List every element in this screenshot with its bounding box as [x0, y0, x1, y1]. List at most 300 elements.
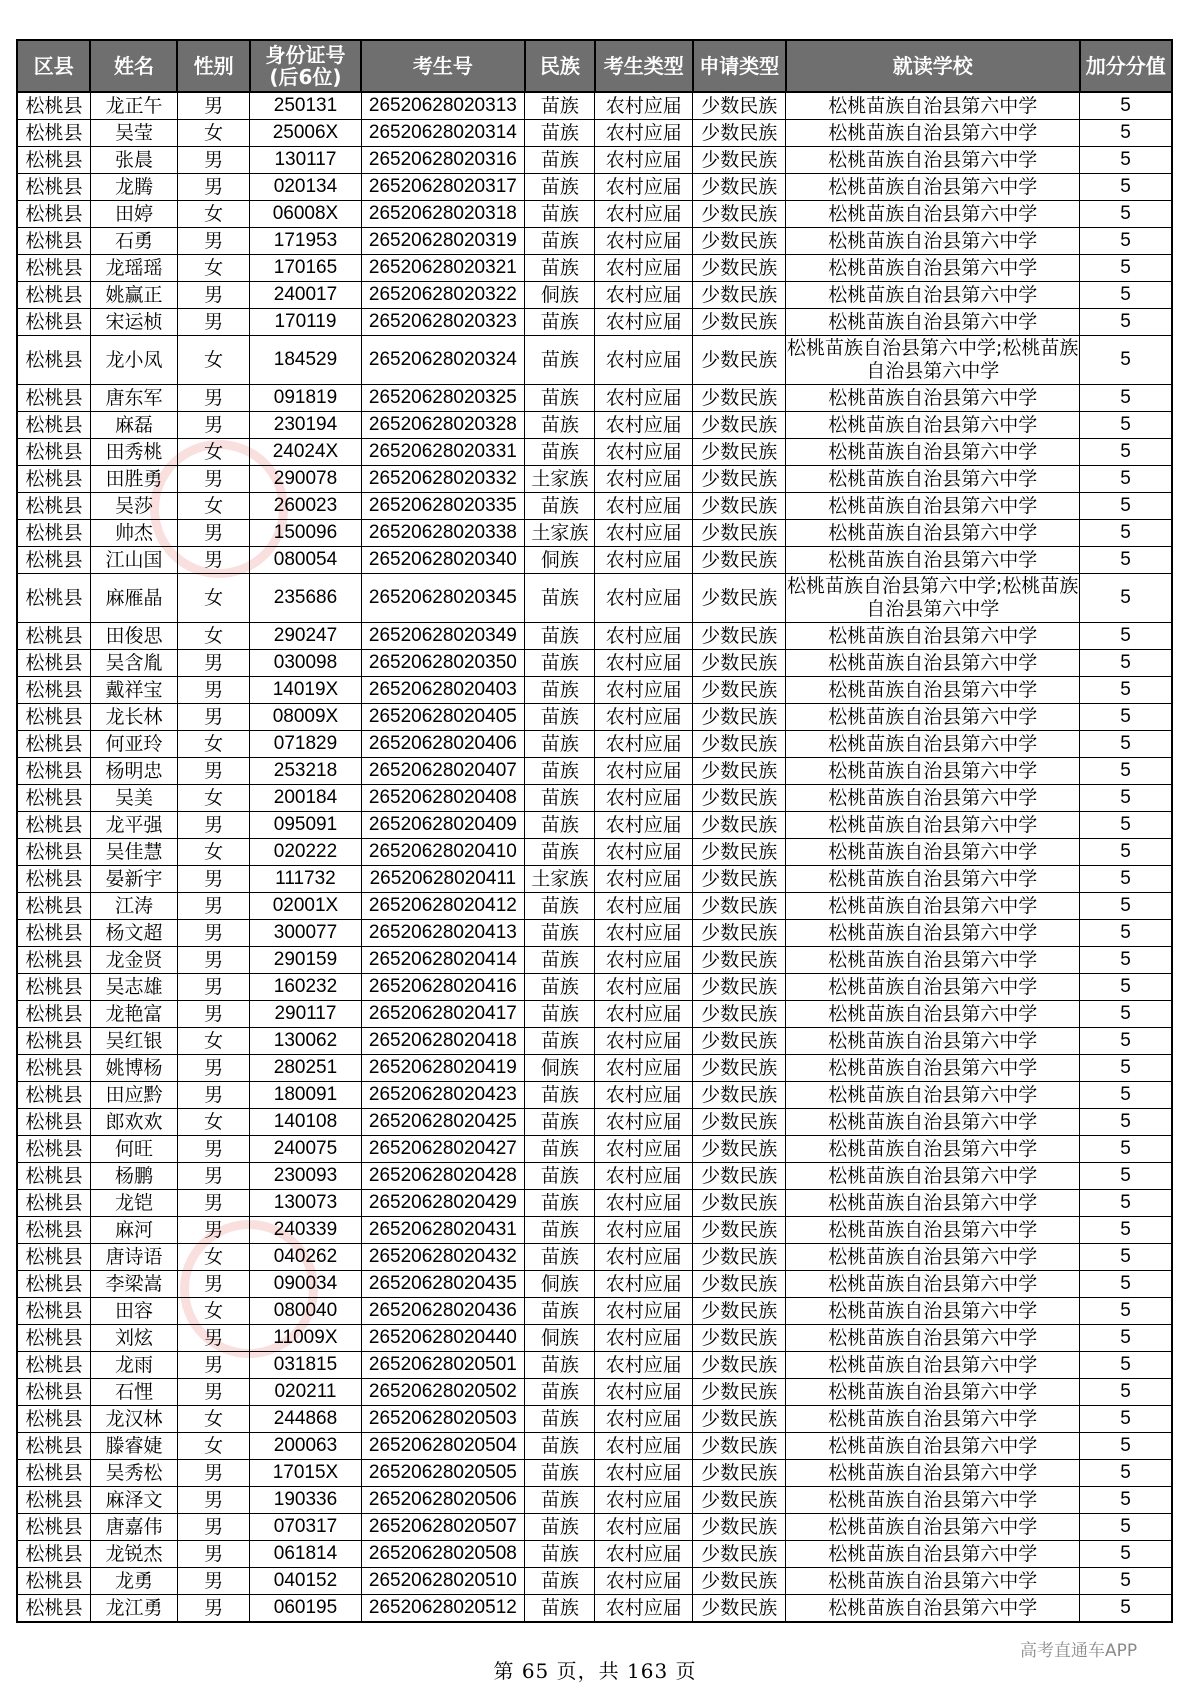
cell-exam-number: 26520628020425 — [361, 1109, 525, 1136]
cell-exam-number: 26520628020408 — [361, 785, 525, 812]
cell-district: 松桃县 — [17, 866, 90, 893]
cell-exam-number: 26520628020323 — [361, 309, 525, 336]
cell-bonus-points: 5 — [1080, 1460, 1172, 1487]
cell-candidate-type: 农村应届 — [595, 1298, 693, 1325]
cell-exam-number: 26520628020328 — [361, 412, 525, 439]
cell-bonus-points: 5 — [1080, 147, 1172, 174]
cell-application-type: 少数民族 — [693, 1406, 786, 1433]
cell-district: 松桃县 — [17, 228, 90, 255]
cell-district: 松桃县 — [17, 1055, 90, 1082]
cell-district: 松桃县 — [17, 1514, 90, 1541]
cell-district: 松桃县 — [17, 1028, 90, 1055]
cell-candidate-type: 农村应届 — [595, 893, 693, 920]
table-row — [17, 201, 1172, 228]
cell-exam-number: 26520628020331 — [361, 439, 525, 466]
cell-gender: 女 — [177, 1406, 249, 1433]
cell-bonus-points: 5 — [1080, 1541, 1172, 1568]
cell-school: 松桃苗族自治县第六中学 — [786, 1595, 1080, 1623]
cell-gender: 男 — [177, 650, 249, 677]
table-row — [17, 1298, 1172, 1325]
cell-ethnicity: 苗族 — [525, 812, 595, 839]
cell-district: 松桃县 — [17, 623, 90, 650]
cell-id-last6: 190336 — [250, 1487, 361, 1514]
cell-application-type: 少数民族 — [693, 255, 786, 282]
cell-bonus-points: 5 — [1080, 785, 1172, 812]
cell-application-type: 少数民族 — [693, 1460, 786, 1487]
cell-exam-number: 26520628020313 — [361, 92, 525, 120]
cell-ethnicity: 苗族 — [525, 785, 595, 812]
cell-application-type: 少数民族 — [693, 228, 786, 255]
cell-gender: 女 — [177, 731, 249, 758]
cell-exam-number: 26520628020407 — [361, 758, 525, 785]
header-application-type: 申请类型 — [693, 40, 786, 92]
header-candidate-type: 考生类型 — [595, 40, 693, 92]
table-row — [17, 1568, 1172, 1595]
cell-school: 松桃苗族自治县第六中学 — [786, 650, 1080, 677]
cell-id-last6: 060195 — [250, 1595, 361, 1623]
table-row — [17, 839, 1172, 866]
cell-exam-number: 26520628020502 — [361, 1379, 525, 1406]
cell-ethnicity: 苗族 — [525, 947, 595, 974]
cell-gender: 男 — [177, 147, 249, 174]
cell-gender: 男 — [177, 174, 249, 201]
cell-bonus-points: 5 — [1080, 574, 1172, 623]
cell-bonus-points: 5 — [1080, 493, 1172, 520]
cell-name: 吴莎 — [90, 493, 177, 520]
cell-candidate-type: 农村应届 — [595, 1190, 693, 1217]
cell-name: 龙艳富 — [90, 1001, 177, 1028]
cell-school: 松桃苗族自治县第六中学 — [786, 1298, 1080, 1325]
cell-school: 松桃苗族自治县第六中学 — [786, 758, 1080, 785]
cell-id-last6: 24024X — [250, 439, 361, 466]
cell-application-type: 少数民族 — [693, 1163, 786, 1190]
cell-id-last6: 091819 — [250, 385, 361, 412]
cell-school: 松桃苗族自治县第六中学 — [786, 174, 1080, 201]
table-row — [17, 1001, 1172, 1028]
cell-bonus-points: 5 — [1080, 650, 1172, 677]
cell-gender: 男 — [177, 866, 249, 893]
cell-name: 江涛 — [90, 893, 177, 920]
cell-bonus-points: 5 — [1080, 282, 1172, 309]
cell-ethnicity: 苗族 — [525, 1487, 595, 1514]
cell-gender: 男 — [177, 228, 249, 255]
cell-district: 松桃县 — [17, 255, 90, 282]
cell-district: 松桃县 — [17, 201, 90, 228]
cell-gender: 男 — [177, 1352, 249, 1379]
cell-district: 松桃县 — [17, 1190, 90, 1217]
cell-application-type: 少数民族 — [693, 785, 786, 812]
cell-name: 龙勇 — [90, 1568, 177, 1595]
cell-district: 松桃县 — [17, 439, 90, 466]
cell-application-type: 少数民族 — [693, 920, 786, 947]
table-row — [17, 120, 1172, 147]
cell-gender: 男 — [177, 1595, 249, 1623]
cell-bonus-points: 5 — [1080, 1568, 1172, 1595]
cell-ethnicity: 土家族 — [525, 866, 595, 893]
cell-school: 松桃苗族自治县第六中学 — [786, 1487, 1080, 1514]
table-row — [17, 677, 1172, 704]
cell-id-last6: 030098 — [250, 650, 361, 677]
cell-name: 石勇 — [90, 228, 177, 255]
cell-school: 松桃苗族自治县第六中学 — [786, 547, 1080, 574]
cell-exam-number: 26520628020503 — [361, 1406, 525, 1433]
cell-school: 松桃苗族自治县第六中学 — [786, 520, 1080, 547]
table-row — [17, 893, 1172, 920]
table-row — [17, 147, 1172, 174]
cell-gender: 男 — [177, 1514, 249, 1541]
cell-gender: 男 — [177, 1082, 249, 1109]
cell-bonus-points: 5 — [1080, 547, 1172, 574]
cell-candidate-type: 农村应届 — [595, 255, 693, 282]
cell-district: 松桃县 — [17, 1487, 90, 1514]
cell-district: 松桃县 — [17, 893, 90, 920]
cell-name: 吴秀松 — [90, 1460, 177, 1487]
table-row — [17, 1082, 1172, 1109]
cell-name: 龙金贤 — [90, 947, 177, 974]
cell-gender: 男 — [177, 812, 249, 839]
cell-district: 松桃县 — [17, 1298, 90, 1325]
cell-district: 松桃县 — [17, 574, 90, 623]
table-row — [17, 1487, 1172, 1514]
cell-candidate-type: 农村应届 — [595, 623, 693, 650]
table-row — [17, 174, 1172, 201]
cell-school: 松桃苗族自治县第六中学 — [786, 1055, 1080, 1082]
cell-name: 龙正午 — [90, 92, 177, 120]
table-row — [17, 1028, 1172, 1055]
cell-application-type: 少数民族 — [693, 1271, 786, 1298]
cell-gender: 女 — [177, 1028, 249, 1055]
cell-school: 松桃苗族自治县第六中学 — [786, 677, 1080, 704]
cell-id-last6: 031815 — [250, 1352, 361, 1379]
cell-bonus-points: 5 — [1080, 1001, 1172, 1028]
cell-district: 松桃县 — [17, 493, 90, 520]
cell-candidate-type: 农村应届 — [595, 309, 693, 336]
cell-bonus-points: 5 — [1080, 812, 1172, 839]
cell-application-type: 少数民族 — [693, 1244, 786, 1271]
table-row — [17, 1325, 1172, 1352]
cell-bonus-points: 5 — [1080, 1109, 1172, 1136]
cell-bonus-points: 5 — [1080, 1298, 1172, 1325]
cell-ethnicity: 苗族 — [525, 255, 595, 282]
cell-application-type: 少数民族 — [693, 201, 786, 228]
cell-ethnicity: 苗族 — [525, 623, 595, 650]
cell-application-type: 少数民族 — [693, 1055, 786, 1082]
cell-ethnicity: 苗族 — [525, 920, 595, 947]
cell-district: 松桃县 — [17, 704, 90, 731]
cell-name: 姚博杨 — [90, 1055, 177, 1082]
cell-id-last6: 070317 — [250, 1514, 361, 1541]
cell-name: 吴佳慧 — [90, 839, 177, 866]
cell-candidate-type: 农村应届 — [595, 1136, 693, 1163]
cell-school: 松桃苗族自治县第六中学;松桃苗族自治县第六中学 — [786, 336, 1080, 385]
header-id-last6 — [250, 40, 361, 92]
cell-application-type: 少数民族 — [693, 704, 786, 731]
cell-name: 龙锐杰 — [90, 1541, 177, 1568]
cell-gender: 男 — [177, 466, 249, 493]
table-row — [17, 1271, 1172, 1298]
cell-school: 松桃苗族自治县第六中学 — [786, 466, 1080, 493]
cell-district: 松桃县 — [17, 920, 90, 947]
bonus-points-table — [16, 39, 1173, 1623]
cell-gender: 男 — [177, 947, 249, 974]
cell-gender: 男 — [177, 309, 249, 336]
cell-application-type: 少数民族 — [693, 1352, 786, 1379]
cell-district: 松桃县 — [17, 839, 90, 866]
cell-bonus-points: 5 — [1080, 1028, 1172, 1055]
cell-candidate-type: 农村应届 — [595, 1163, 693, 1190]
table-row — [17, 920, 1172, 947]
cell-district: 松桃县 — [17, 174, 90, 201]
cell-ethnicity: 苗族 — [525, 174, 595, 201]
cell-id-last6: 020134 — [250, 174, 361, 201]
cell-exam-number: 26520628020316 — [361, 147, 525, 174]
cell-application-type: 少数民族 — [693, 839, 786, 866]
cell-bonus-points: 5 — [1080, 1325, 1172, 1352]
cell-district: 松桃县 — [17, 1460, 90, 1487]
cell-exam-number: 26520628020507 — [361, 1514, 525, 1541]
cell-ethnicity: 苗族 — [525, 493, 595, 520]
cell-id-last6: 020222 — [250, 839, 361, 866]
table-row — [17, 1136, 1172, 1163]
cell-id-last6: 180091 — [250, 1082, 361, 1109]
cell-id-last6: 071829 — [250, 731, 361, 758]
cell-ethnicity: 苗族 — [525, 1244, 595, 1271]
cell-gender: 女 — [177, 201, 249, 228]
header-school: 就读学校 — [786, 40, 1080, 92]
cell-candidate-type: 农村应届 — [595, 866, 693, 893]
cell-ethnicity: 侗族 — [525, 282, 595, 309]
cell-school: 松桃苗族自治县第六中学 — [786, 439, 1080, 466]
cell-candidate-type: 农村应届 — [595, 1514, 693, 1541]
cell-id-last6: 290117 — [250, 1001, 361, 1028]
cell-bonus-points: 5 — [1080, 1406, 1172, 1433]
table-row — [17, 255, 1172, 282]
table-row — [17, 1379, 1172, 1406]
cell-ethnicity: 苗族 — [525, 1217, 595, 1244]
cell-name: 田俊思 — [90, 623, 177, 650]
cell-school: 松桃苗族自治县第六中学 — [786, 282, 1080, 309]
cell-district: 松桃县 — [17, 1595, 90, 1623]
cell-bonus-points: 5 — [1080, 1055, 1172, 1082]
cell-school: 松桃苗族自治县第六中学 — [786, 92, 1080, 120]
cell-ethnicity: 土家族 — [525, 466, 595, 493]
cell-bonus-points: 5 — [1080, 704, 1172, 731]
cell-school: 松桃苗族自治县第六中学 — [786, 1406, 1080, 1433]
cell-application-type: 少数民族 — [693, 1217, 786, 1244]
cell-name: 麻磊 — [90, 412, 177, 439]
cell-name: 田胜勇 — [90, 466, 177, 493]
cell-ethnicity: 苗族 — [525, 1514, 595, 1541]
cell-candidate-type: 农村应届 — [595, 120, 693, 147]
cell-id-last6: 171953 — [250, 228, 361, 255]
table-row — [17, 574, 1172, 623]
cell-name: 唐嘉伟 — [90, 1514, 177, 1541]
cell-bonus-points: 5 — [1080, 1190, 1172, 1217]
table-row — [17, 650, 1172, 677]
cell-name: 吴红银 — [90, 1028, 177, 1055]
cell-gender: 女 — [177, 336, 249, 385]
table-row — [17, 336, 1172, 385]
cell-candidate-type: 农村应届 — [595, 1244, 693, 1271]
cell-exam-number: 26520628020319 — [361, 228, 525, 255]
cell-id-last6: 244868 — [250, 1406, 361, 1433]
cell-district: 松桃县 — [17, 309, 90, 336]
cell-school: 松桃苗族自治县第六中学 — [786, 947, 1080, 974]
table-row — [17, 731, 1172, 758]
header-name: 姓名 — [90, 40, 177, 92]
cell-name: 杨明忠 — [90, 758, 177, 785]
cell-candidate-type: 农村应届 — [595, 1001, 693, 1028]
cell-gender: 男 — [177, 1217, 249, 1244]
cell-district: 松桃县 — [17, 1541, 90, 1568]
cell-ethnicity: 苗族 — [525, 1595, 595, 1623]
cell-candidate-type: 农村应届 — [595, 147, 693, 174]
cell-name: 麻泽文 — [90, 1487, 177, 1514]
cell-id-last6: 300077 — [250, 920, 361, 947]
cell-application-type: 少数民族 — [693, 758, 786, 785]
cell-exam-number: 26520628020332 — [361, 466, 525, 493]
cell-candidate-type: 农村应届 — [595, 1028, 693, 1055]
cell-bonus-points: 5 — [1080, 174, 1172, 201]
cell-exam-number: 26520628020403 — [361, 677, 525, 704]
cell-bonus-points: 5 — [1080, 385, 1172, 412]
table-row — [17, 1514, 1172, 1541]
cell-school: 松桃苗族自治县第六中学 — [786, 866, 1080, 893]
cell-application-type: 少数民族 — [693, 731, 786, 758]
cell-school: 松桃苗族自治县第六中学 — [786, 1541, 1080, 1568]
cell-name: 郎欢欢 — [90, 1109, 177, 1136]
cell-exam-number: 26520628020440 — [361, 1325, 525, 1352]
cell-district: 松桃县 — [17, 120, 90, 147]
table-row — [17, 1244, 1172, 1271]
cell-application-type: 少数民族 — [693, 893, 786, 920]
cell-gender: 男 — [177, 1271, 249, 1298]
table-row — [17, 228, 1172, 255]
cell-candidate-type: 农村应届 — [595, 1487, 693, 1514]
cell-district: 松桃县 — [17, 677, 90, 704]
table-row — [17, 547, 1172, 574]
cell-ethnicity: 苗族 — [525, 677, 595, 704]
cell-candidate-type: 农村应届 — [595, 1541, 693, 1568]
cell-candidate-type: 农村应届 — [595, 947, 693, 974]
cell-gender: 女 — [177, 1109, 249, 1136]
cell-school: 松桃苗族自治县第六中学 — [786, 1244, 1080, 1271]
cell-bonus-points: 5 — [1080, 309, 1172, 336]
cell-bonus-points: 5 — [1080, 920, 1172, 947]
cell-bonus-points: 5 — [1080, 1217, 1172, 1244]
cell-name: 吴志雄 — [90, 974, 177, 1001]
cell-school: 松桃苗族自治县第六中学 — [786, 309, 1080, 336]
cell-ethnicity: 苗族 — [525, 1136, 595, 1163]
cell-school: 松桃苗族自治县第六中学 — [786, 1136, 1080, 1163]
table-row — [17, 493, 1172, 520]
cell-candidate-type: 农村应届 — [595, 650, 693, 677]
cell-bonus-points: 5 — [1080, 839, 1172, 866]
cell-id-last6: 160232 — [250, 974, 361, 1001]
cell-exam-number: 26520628020349 — [361, 623, 525, 650]
cell-bonus-points: 5 — [1080, 1379, 1172, 1406]
cell-gender: 男 — [177, 704, 249, 731]
table-row — [17, 1460, 1172, 1487]
cell-candidate-type: 农村应届 — [595, 1271, 693, 1298]
cell-application-type: 少数民族 — [693, 1001, 786, 1028]
cell-school: 松桃苗族自治县第六中学 — [786, 893, 1080, 920]
table-header-row — [17, 40, 1172, 92]
cell-name: 麻河 — [90, 1217, 177, 1244]
cell-bonus-points: 5 — [1080, 201, 1172, 228]
cell-name: 吴莹 — [90, 120, 177, 147]
cell-bonus-points: 5 — [1080, 1487, 1172, 1514]
cell-school: 松桃苗族自治县第六中学 — [786, 1325, 1080, 1352]
cell-candidate-type: 农村应届 — [595, 1109, 693, 1136]
cell-candidate-type: 农村应届 — [595, 1325, 693, 1352]
header-exam-number: 考生号 — [361, 40, 525, 92]
cell-name: 吴含胤 — [90, 650, 177, 677]
cell-id-last6: 040262 — [250, 1244, 361, 1271]
header-bonus-points: 加分分值 — [1080, 40, 1172, 92]
cell-bonus-points: 5 — [1080, 1514, 1172, 1541]
cell-district: 松桃县 — [17, 336, 90, 385]
cell-candidate-type: 农村应届 — [595, 1568, 693, 1595]
cell-id-last6: 240075 — [250, 1136, 361, 1163]
cell-gender: 男 — [177, 893, 249, 920]
cell-exam-number: 26520628020325 — [361, 385, 525, 412]
cell-gender: 男 — [177, 412, 249, 439]
cell-ethnicity: 苗族 — [525, 385, 595, 412]
cell-name: 刘炫 — [90, 1325, 177, 1352]
cell-bonus-points: 5 — [1080, 974, 1172, 1001]
cell-school: 松桃苗族自治县第六中学 — [786, 623, 1080, 650]
cell-id-last6: 040152 — [250, 1568, 361, 1595]
cell-name: 龙雨 — [90, 1352, 177, 1379]
cell-district: 松桃县 — [17, 147, 90, 174]
cell-name: 龙铠 — [90, 1190, 177, 1217]
cell-ethnicity: 苗族 — [525, 731, 595, 758]
table-row — [17, 412, 1172, 439]
header-id-last6-label: 身份证号 (后6位) — [265, 43, 346, 89]
cell-gender: 男 — [177, 1325, 249, 1352]
cell-ethnicity: 苗族 — [525, 1109, 595, 1136]
cell-name: 晏新宇 — [90, 866, 177, 893]
cell-bonus-points: 5 — [1080, 1271, 1172, 1298]
cell-id-last6: 111732 — [250, 866, 361, 893]
cell-application-type: 少数民族 — [693, 623, 786, 650]
cell-candidate-type: 农村应届 — [595, 1595, 693, 1623]
cell-application-type: 少数民族 — [693, 650, 786, 677]
cell-application-type: 少数民族 — [693, 282, 786, 309]
cell-school: 松桃苗族自治县第六中学 — [786, 1109, 1080, 1136]
cell-exam-number: 26520628020428 — [361, 1163, 525, 1190]
cell-application-type: 少数民族 — [693, 309, 786, 336]
cell-id-last6: 061814 — [250, 1541, 361, 1568]
cell-candidate-type: 农村应届 — [595, 520, 693, 547]
cell-ethnicity: 苗族 — [525, 839, 595, 866]
cell-ethnicity: 侗族 — [525, 547, 595, 574]
cell-gender: 男 — [177, 1055, 249, 1082]
cell-district: 松桃县 — [17, 1217, 90, 1244]
cell-exam-number: 26520628020409 — [361, 812, 525, 839]
cell-school: 松桃苗族自治县第六中学 — [786, 974, 1080, 1001]
cell-name: 戴祥宝 — [90, 677, 177, 704]
table-row — [17, 1352, 1172, 1379]
cell-application-type: 少数民族 — [693, 1136, 786, 1163]
cell-gender: 男 — [177, 1379, 249, 1406]
cell-candidate-type: 农村应届 — [595, 336, 693, 385]
cell-gender: 男 — [177, 920, 249, 947]
cell-id-last6: 090034 — [250, 1271, 361, 1298]
cell-bonus-points: 5 — [1080, 120, 1172, 147]
cell-exam-number: 26520628020318 — [361, 201, 525, 228]
